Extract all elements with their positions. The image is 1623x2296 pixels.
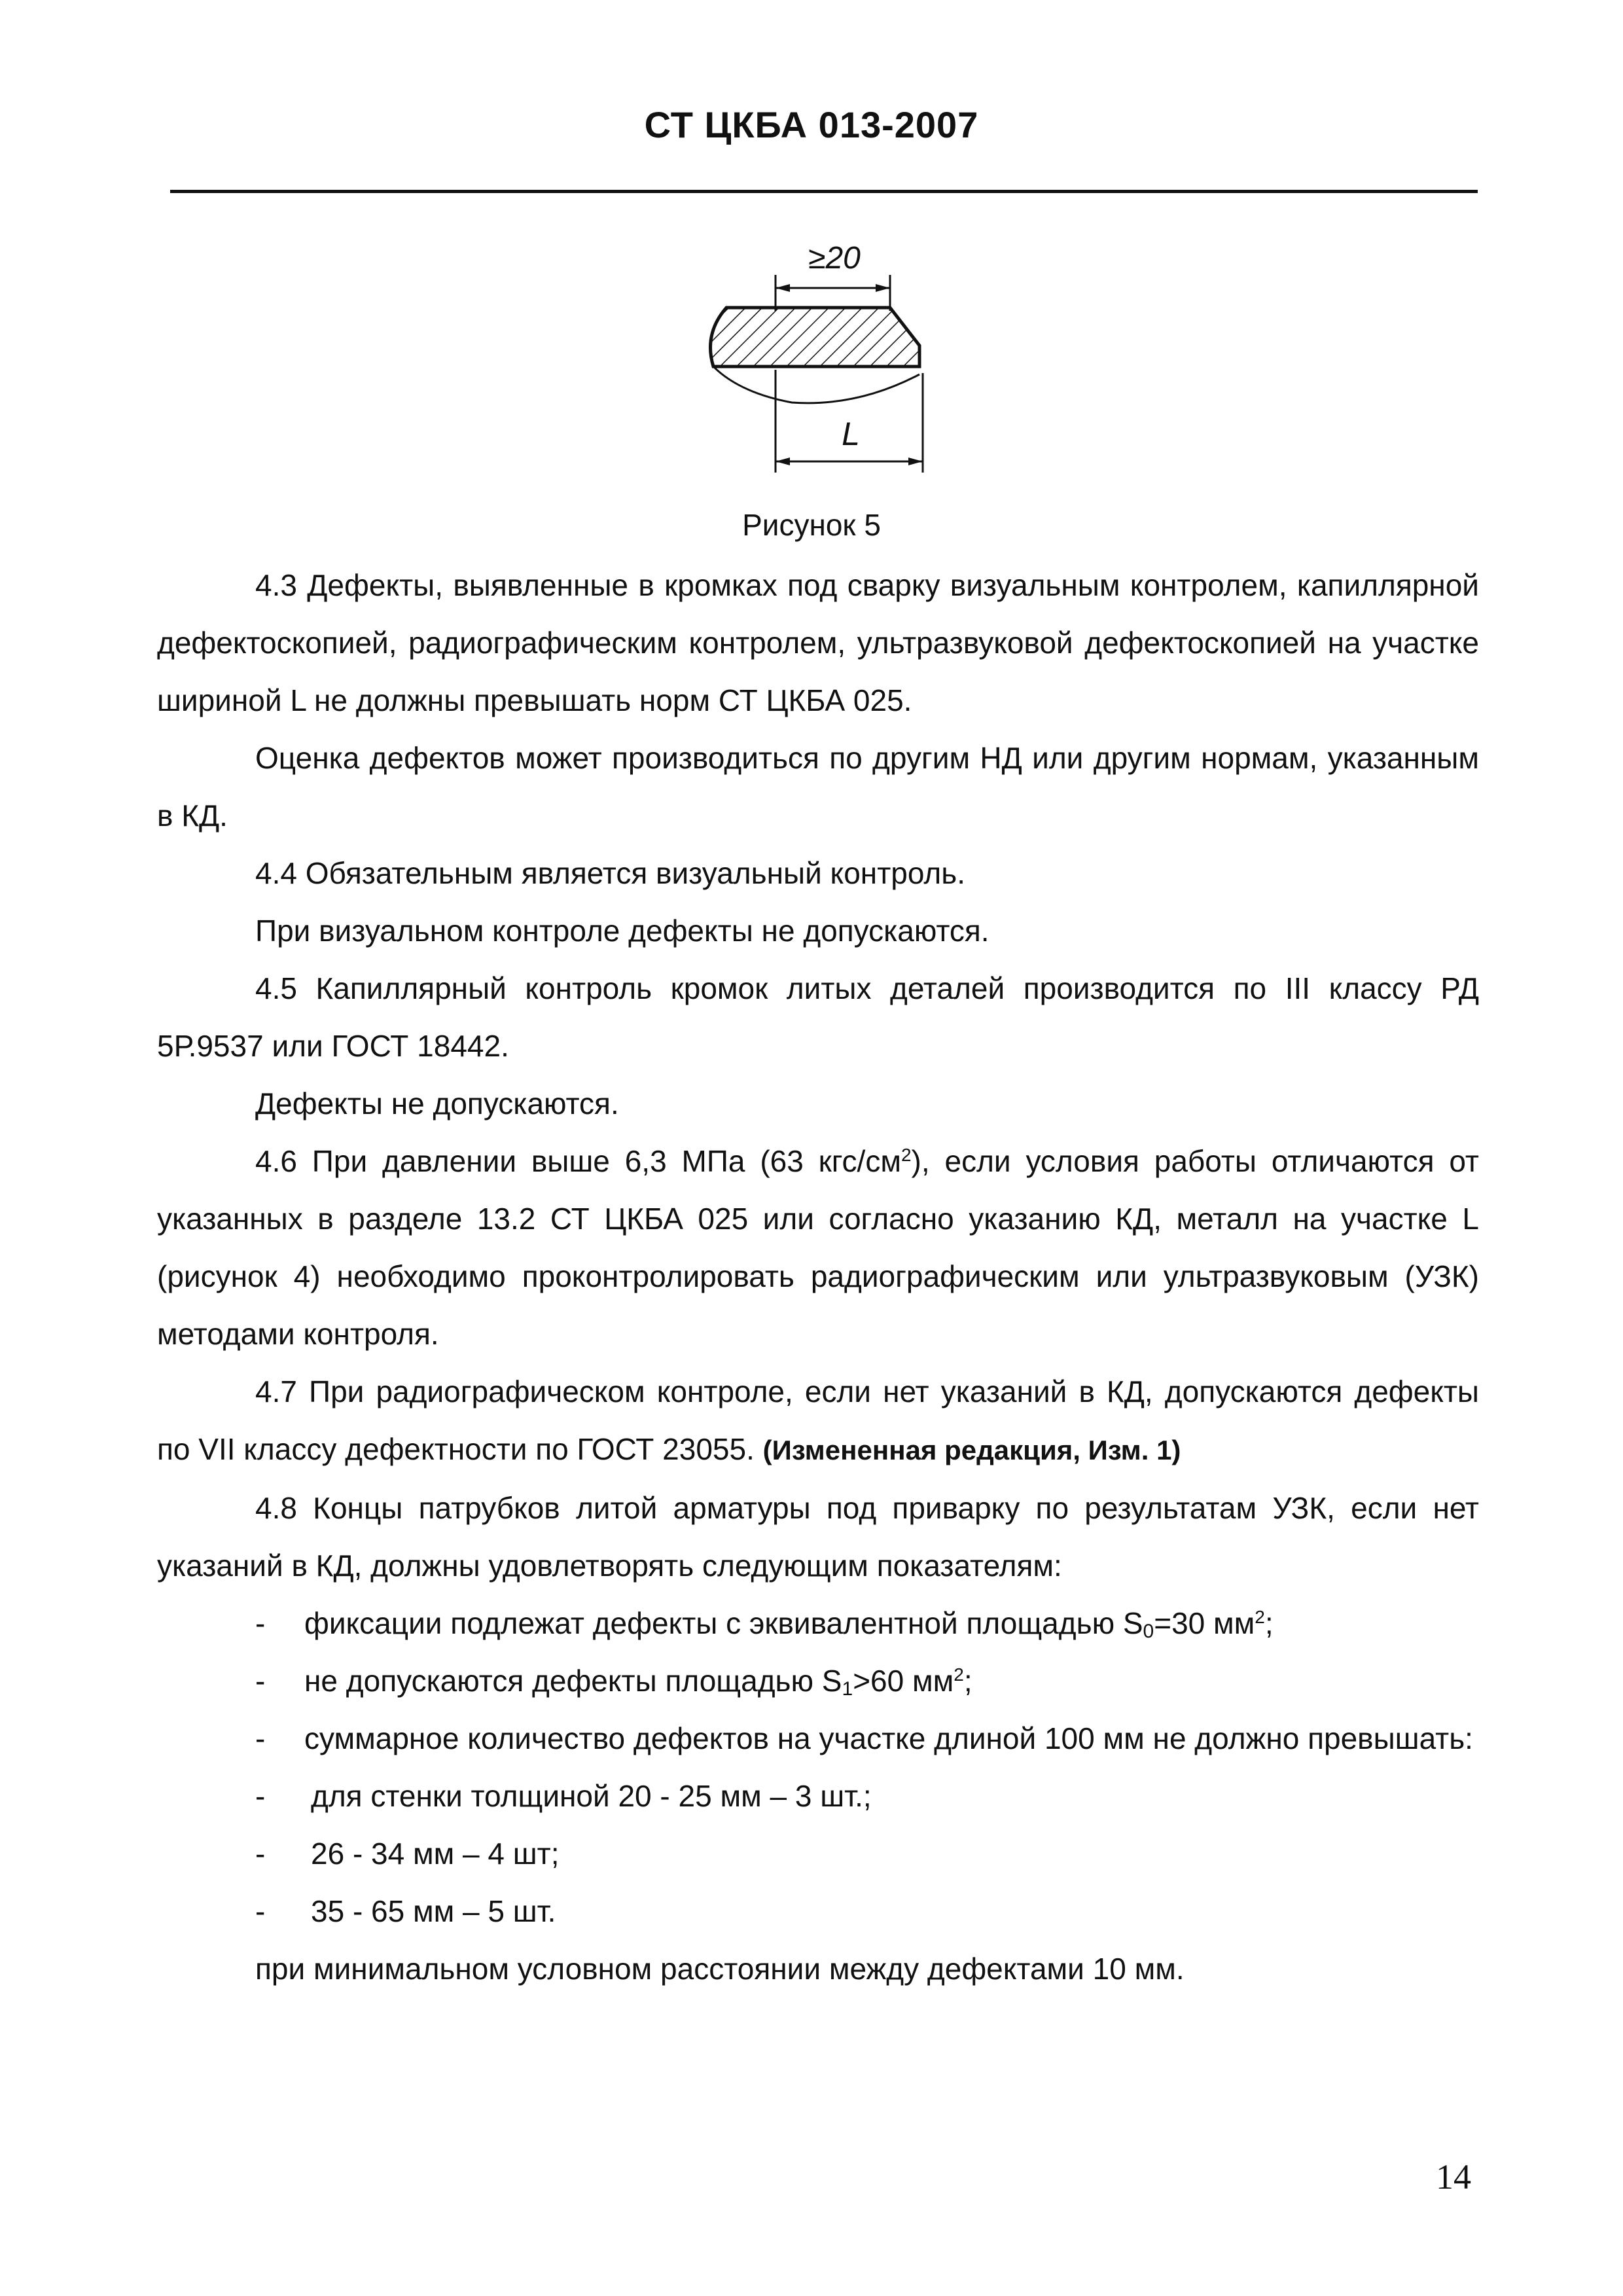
b2-text-a: не допускаются дефекты площадью S — [304, 1664, 842, 1698]
b3-text: суммарное количество дефектов на участке длиной 100 мм не должно превышать: — [304, 1721, 1473, 1755]
b1-text-b: =30 мм — [1154, 1606, 1255, 1640]
paragraph-4-4-note: При визуальном контроле дефекты не допускаются. — [255, 914, 990, 948]
paragraph-4-5-note: Дефекты не допускаются. — [255, 1086, 619, 1121]
list-dash: - — [255, 1779, 266, 1813]
list-dash: - — [255, 1721, 266, 1755]
list-dash: - — [255, 1664, 266, 1698]
top-dimension-line — [776, 275, 890, 311]
paragraph-4-6 — [157, 1132, 1479, 1363]
hatched-section-shape — [700, 301, 949, 373]
paragraph-4-3-note: Оценка дефектов может производиться по другим НД или другим нормам, указанным в КД. — [157, 741, 1479, 833]
list-dash: - — [255, 1894, 266, 1928]
paragraph-4-4: 4.4 Обязательным является визуальный контроль. — [255, 856, 965, 890]
p46-text-b: ), если условия работы отличаются от указанных в разделе 13.2 СТ ЦКБА 025 или согласно указанию КД, металл на участке L (рисунок 4) необходимо проконтролировать радиографическим или ультразвуковым (УЗК) методами контроля. — [157, 1144, 1479, 1351]
b5-text: 26 - 34 мм – 4 шт; — [311, 1837, 560, 1871]
amendment-note: (Измененная редакция, Изм. 1) — [762, 1435, 1181, 1465]
weld-zone-curve — [713, 367, 919, 403]
b1-text-a: фиксации подлежат дефекты с эквивалентной площадью S — [304, 1606, 1143, 1640]
bottom-dimension-label: L — [842, 416, 860, 452]
b4-text: для стенки толщиной 20 - 25 мм – 3 шт.; — [311, 1779, 872, 1813]
top-dimension-label: ≥20 — [808, 241, 861, 276]
figure-caption: Рисунок 5 — [742, 508, 881, 542]
p46-superscript: 2 — [901, 1145, 912, 1165]
header-rule — [170, 190, 1478, 193]
b6-text: 35 - 65 мм – 5 шт. — [311, 1894, 556, 1928]
p47-text: 4.7 При радиографическом контроле, если нет указаний в КД, допускаются дефекты по VII классу дефектности по ГОСТ 23055. — [157, 1374, 1479, 1466]
paragraph-4-8: 4.8 Концы патрубков литой арматуры под приварку по результатам УЗК, если нет указаний в КД, должны удовлетворять следующим показателям: — [157, 1491, 1479, 1583]
figure-5-drawing — [700, 236, 949, 484]
b1-text-c: ; — [1264, 1606, 1274, 1640]
paragraph-4-3: 4.3 Дефекты, выявленные в кромках под сварку визуальным контролем, капиллярной дефектоскопией, радиографическим контролем, ультразвуковой дефектоскопией на участке шириной L не должны превышать норм СТ ЦКБА 025. — [157, 568, 1479, 717]
list-item — [157, 1882, 1479, 1940]
list-item — [157, 1652, 1479, 1710]
p46-text-a: 4.6 При давлении выше 6,3 МПа (63 кгс/см — [255, 1144, 901, 1178]
b2-text-b: >60 мм — [853, 1664, 954, 1698]
b2-superscript: 2 — [954, 1664, 964, 1685]
b1-subscript: 0 — [1143, 1621, 1154, 1642]
list-item — [157, 1825, 1479, 1882]
document-header: СТ ЦКБА 013-2007 — [644, 104, 979, 145]
paragraph-4-7 — [157, 1363, 1479, 1479]
list-item — [157, 1594, 1479, 1652]
document-body — [157, 556, 1479, 1998]
list-dash: - — [255, 1606, 266, 1640]
page-number: 14 — [1436, 2157, 1471, 2197]
b1-superscript: 2 — [1255, 1607, 1265, 1627]
b2-subscript: 1 — [842, 1678, 853, 1700]
list-item — [157, 1767, 1479, 1825]
closing-paragraph: при минимальном условном расстоянии между дефектами 10 мм. — [255, 1952, 1185, 1986]
list-dash: - — [255, 1837, 266, 1871]
b2-text-c: ; — [963, 1664, 972, 1698]
paragraph-4-5: 4.5 Капиллярный контроль кромок литых деталей производится по III классу РД 5Р.9537 или ГОСТ 18442. — [157, 971, 1479, 1063]
list-item — [157, 1710, 1479, 1767]
